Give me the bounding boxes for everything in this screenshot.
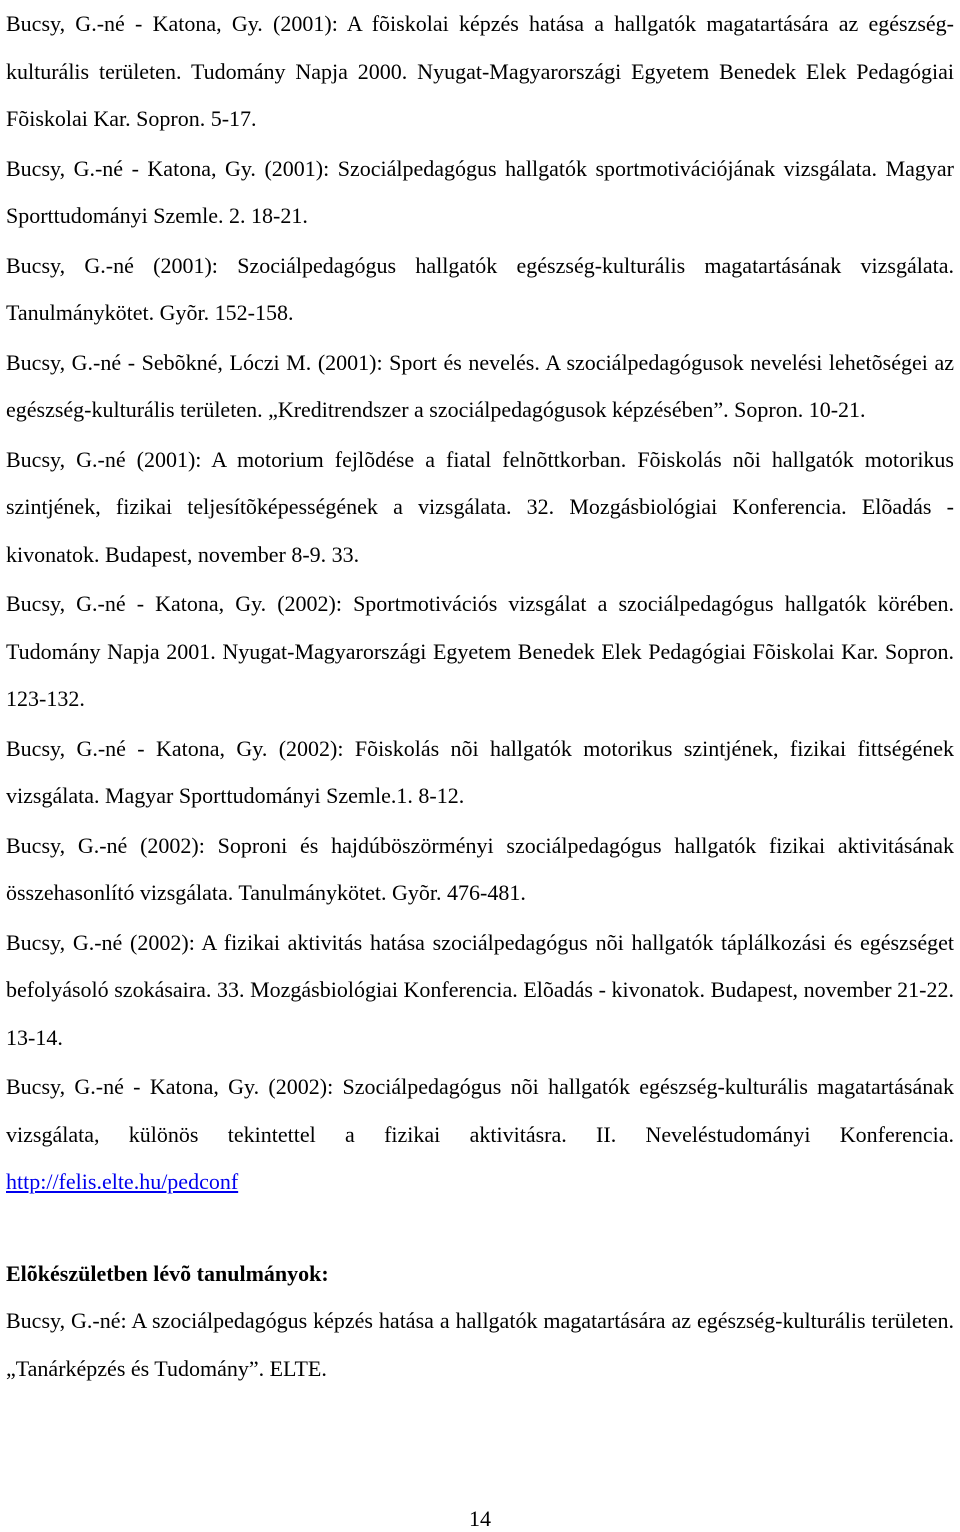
reference-entry (6, 822, 954, 917)
reference-text: Bucsy, G.-né - Katona, Gy. (2002): Sportmotivációs vizsgálat a szociálpedagógus hallgatók körében. Tudomány Napja 2001. Nyugat-Magyarországi Egyetem Benedek Elek Pedagógiai Fõiskolai Kar. Sopron. 123-132. (6, 591, 954, 711)
reference-entry (6, 580, 954, 723)
reference-entry (6, 919, 954, 1062)
reference-entry (6, 725, 954, 820)
reference-entry (6, 436, 954, 579)
reference-text: Bucsy, G.-né - Katona, Gy. (2002): Fõiskolás nõi hallgatók motorikus szintjének, fizikai fittségének vizsgálata. Magyar Sporttudományi Szemle.1. 8-12. (6, 735, 954, 808)
reference-entry (6, 1297, 954, 1392)
reference-text: Bucsy, G.-né (2001): A motorium fejlõdése a fiatal felnõttkorban. Fõiskolás nõi hallgatók motorikus szintjének, fizikai teljesítõképességének a vizsgálata. 32. Mozgásbiológiai Konferencia. Elõadás - kivonatok. Budapest, november 8-9. 33. (6, 446, 954, 567)
section-heading: Elõkészületben lévõ tanulmányok: (6, 1260, 329, 1286)
reference-text: Bucsy, G.-né (2001): Szociálpedagógus hallgatók egészség-kulturális magatartásának vizsgálata. Tanulmánykötet. Gyõr. 152-158. (6, 252, 954, 325)
document-page (6, 0, 954, 1532)
reference-entry (6, 0, 954, 143)
reference-text: Bucsy, G.-né - Katona, Gy. (2001): A fõiskolai képzés hatása a hallgatók magatartására az egészség-kulturális területen. Tudomány Napja 2000. Nyugat-Magyarországi Egyetem Benedek Elek Pedagógiai Fõiskolai Kar. Sopron. 5-17. (6, 11, 954, 131)
reference-entry (6, 145, 954, 240)
reference-text: Bucsy, G.-né (2002): Soproni és hajdúböszörményi szociálpedagógus hallgatók fizikai aktivitásának összehasonlító vizsgálata. Tanulmánykötet. Gyõr. 476-481. (6, 832, 954, 905)
reference-text: Bucsy, G.-né: A szociálpedagógus képzés hatása a hallgatók magatartására az egészség-kulturális területen. „Tanárképzés és Tudomány”. ELTE. (6, 1308, 954, 1381)
reference-entry (6, 242, 954, 337)
reference-entry (6, 1063, 954, 1206)
conference-url-link[interactable]: http://felis.elte.hu/pedconf (6, 1169, 239, 1194)
reference-text: Bucsy, G.-né - Sebõkné, Lóczi M. (2001): Sport és nevelés. A szociálpedagógusok nevelési lehetõségei az egészség-kulturális területen. „Kreditrendszer a szociálpedagógusok képzésében”. Sopron. 10-21. (6, 349, 954, 422)
reference-entry (6, 339, 954, 434)
reference-text: Bucsy, G.-né - Katona, Gy. (2001): Szociálpedagógus hallgatók sportmotivációjának vizsgálata. Magyar Sporttudományi Szemle. 2. 18-21. (6, 155, 954, 228)
page-number: 14 (469, 1506, 491, 1531)
reference-text: Bucsy, G.-né (2002): A fizikai aktivitás hatása szociálpedagógus nõi hallgatók táplálkozási és egészséget befolyásoló szokásaira. 33. Mozgásbiológiai Konferencia. Elõadás - kivonatok. Budapest, november 21-22. 13-14. (6, 929, 954, 1050)
reference-text: Bucsy, G.-né - Katona, Gy. (2002): Szociálpedagógus nõi hallgatók egészség-kulturális magatartásának vizsgálata, különös tekintettel a fizikai aktivitásra. II. Neveléstudományi Konferencia. (6, 1074, 954, 1147)
